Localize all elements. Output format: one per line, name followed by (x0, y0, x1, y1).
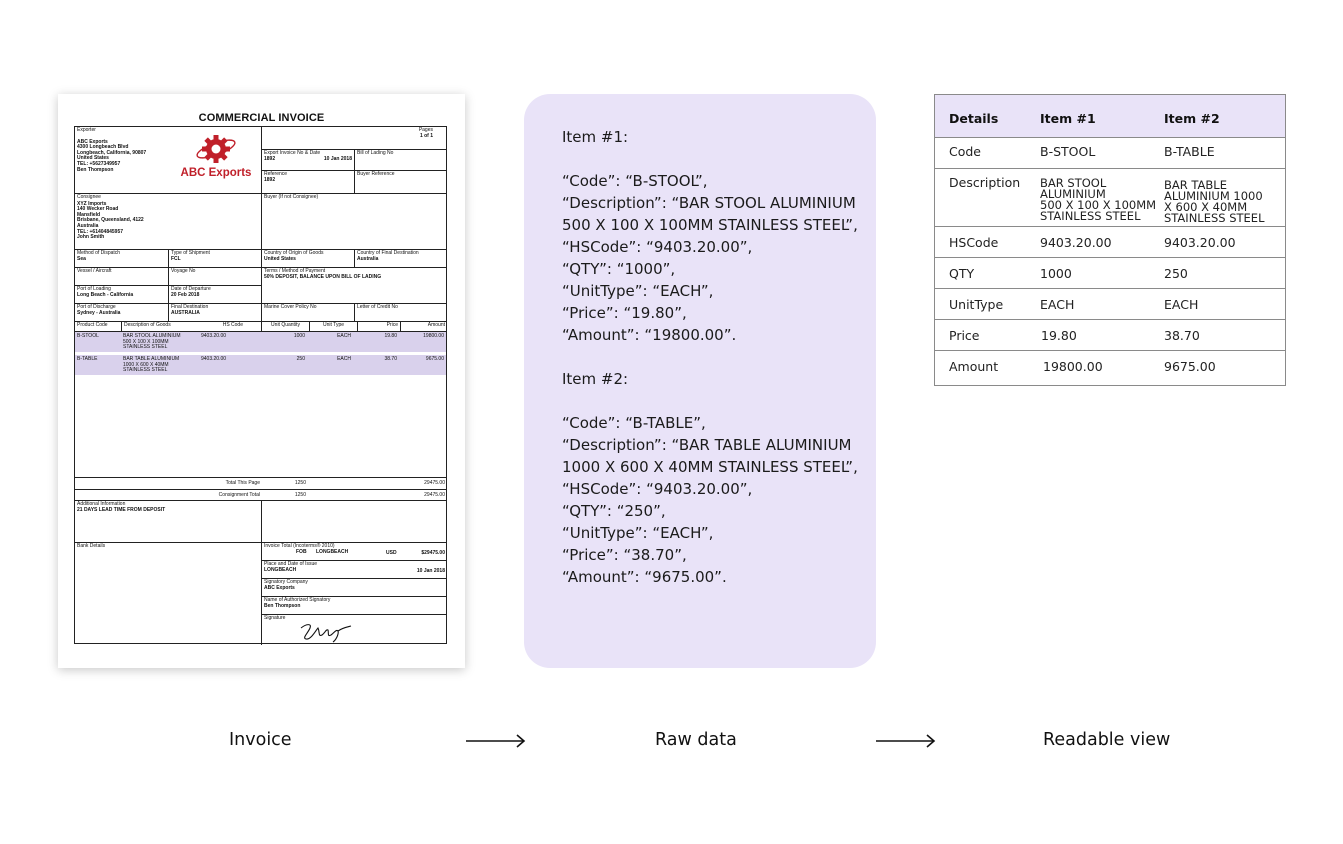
header-item-2: Item #2 (1164, 111, 1220, 126)
caption-invoice: Invoice (229, 730, 292, 750)
col-unit-quantity-label: Unit Quantity (271, 322, 300, 328)
table-row (935, 350, 1285, 385)
col-product-code (75, 321, 121, 331)
invoice-document (58, 94, 465, 668)
item-quantity: 250 (296, 356, 305, 362)
origin-label: Country of Origin of Goods (264, 250, 324, 256)
marine-label: Marine Cover Policy No (264, 304, 317, 310)
total-page-amount: 29475.00 (424, 480, 445, 486)
terms-label: Terms / Method of Payment (264, 268, 326, 274)
row-item-2: 9403.20.00 (1164, 235, 1236, 250)
additional-info-cell (75, 500, 261, 542)
bank-details-label: Bank Details (77, 543, 106, 549)
pages-cell (261, 127, 447, 149)
signatory-name-label: Name of Authorized Signatory (264, 597, 331, 603)
reference-label: Reference (264, 171, 288, 177)
col-amount-label: Amount (427, 322, 445, 328)
total-page-qty: 1250 (294, 480, 306, 486)
caption-raw-data: Raw data (655, 730, 737, 750)
export-invoice-date: 10 Jan 2018 (323, 156, 352, 162)
col-price (357, 321, 400, 331)
vessel-label: Vessel / Aircraft (77, 268, 112, 274)
bill-of-lading-cell (354, 149, 447, 170)
table-row (935, 137, 1285, 169)
row-item-2: 38.70 (1164, 328, 1200, 343)
item-description: BAR TABLE ALUMINIUM 1000 X 600 X 40MM STAINLESS STEEL (123, 356, 180, 374)
departure-cell (168, 285, 261, 303)
bill-of-lading-label: Bill of Lading No (357, 150, 394, 156)
issue-date: 10 Jan 2018 (416, 568, 445, 574)
row-item-1: B-STOOL (1040, 144, 1096, 159)
signatory-company-cell (261, 578, 447, 596)
col-price-label: Price (386, 322, 398, 328)
signature-cell (261, 614, 447, 645)
invoice-total-label: Invoice Total (Incoterms® 2010) (264, 543, 335, 549)
row-item-1: 1000 (1040, 266, 1072, 281)
shipment-type-label: Type of Shipment (171, 250, 210, 256)
arrow-right-icon (466, 733, 528, 749)
item-unit-type: EACH (337, 333, 351, 339)
header-item-1: Item #1 (1040, 111, 1096, 126)
row-item-1: 19800.00 (1043, 359, 1103, 374)
row-item-2: EACH (1164, 297, 1199, 312)
consignment-label: Consignment Total (218, 492, 260, 498)
signatory-name-value: Ben Thompson (264, 602, 301, 609)
col-description (121, 321, 201, 331)
table-row (935, 257, 1285, 289)
invoice-total-value: $29475.00 (421, 550, 445, 556)
final-destination-cell (168, 303, 261, 321)
dispatch-label: Method of Dispatch (77, 250, 121, 256)
shipment-type-cell (168, 249, 261, 267)
voyage-cell (168, 267, 261, 285)
row-item-1: 9403.20.00 (1040, 235, 1112, 250)
row-item-1: BAR STOOL ALUMINIUM 500 X 100 X 100MM STAINLESS STEEL (1040, 176, 1157, 223)
item-hs-code: 9403.20.00 (201, 356, 227, 362)
table-row (935, 226, 1285, 258)
table-row (935, 319, 1285, 351)
item-code: B-STOOL (77, 333, 99, 339)
row-item-2: 9675.00 (1164, 359, 1216, 374)
pages-value: 1 of 1 (419, 133, 433, 139)
col-hs-code-label: HS Code (222, 322, 243, 328)
issue-cell (261, 560, 447, 578)
consignee-cell (75, 193, 261, 249)
dispatch-cell (75, 249, 168, 267)
row-item-1: EACH (1040, 297, 1075, 312)
item-amount: 9675.00 (425, 356, 444, 362)
row-item-2: 250 (1164, 266, 1188, 281)
bank-details-cell (75, 542, 261, 645)
exporter-label: Exporter (77, 127, 96, 133)
loading-label: Port of Loading (77, 286, 111, 292)
row-label: QTY (949, 266, 975, 281)
col-product-code-label: Product Code (77, 322, 108, 328)
issue-place: LONGBEACH (264, 566, 297, 573)
invoice-total-cell (261, 542, 447, 560)
shipment-type-value: FCL (171, 255, 181, 262)
buyer-label: Buyer (If not Consignee) (264, 194, 319, 200)
raw-data-text: Item #1: “Code”: “B-STOOL”, “Description”: “BAR STOOL ALUMINIUM 500 X 100 X 100MM STAINLESS STEEL”, “HSCode”: “9403.20.00”, “QTY”: “1000”, “UnitType”: “EACH”, “Price”: “19.80”, “Amount”: “19800.00”. Item #2: “Code”: “B-TABLE”, “Description”: “BAR TABLE ALUMINIUM 1000 X 600 X 40MM STAINLESS STEEL”, “HSCode”: “9403.20.00”, “QTY”: “250”, “UnitType”: “EACH”, “Price”: “38.70”, “Amount”: “9675.00”. (562, 128, 858, 586)
destination-country-cell (354, 249, 447, 267)
voyage-label: Voyage No (171, 268, 196, 274)
credit-label: Letter of Credit No (357, 304, 398, 310)
logo-text: ABC Exports (180, 167, 252, 179)
export-invoice-cell (261, 149, 354, 170)
table-row (935, 288, 1285, 320)
terms-cell (261, 267, 447, 303)
origin-value: United States (264, 255, 296, 262)
item-hs-code: 9403.20.00 (201, 333, 227, 339)
col-unit-type (309, 321, 357, 331)
gear-icon (172, 133, 260, 167)
col-description-label: Description of Goods (124, 322, 171, 328)
pages-label: Pages (418, 127, 433, 133)
discharge-label: Port of Discharge (77, 304, 116, 310)
discharge-cell (75, 303, 168, 321)
departure-label: Date of Departure (171, 286, 211, 292)
item-price: 38.70 (384, 356, 397, 362)
exporter-value: ABC Exports 4300 Longbeach Blvd Longbeach, California, 90807 United States TEL: +5627349957 Ben Thompson (77, 138, 147, 173)
raw-data-panel (524, 94, 876, 668)
signatory-company-label: Signatory Company (264, 579, 308, 585)
table-row (75, 355, 446, 375)
export-invoice-label: Export Invoice No & Date (264, 150, 321, 156)
row-label: UnitType (949, 297, 1004, 312)
col-unit-type-label: Unit Type (322, 322, 345, 328)
marine-cell (261, 303, 354, 321)
arrow-right-icon (876, 733, 938, 749)
row-label: Price (949, 328, 980, 343)
departure-value: 20 Feb 2018 (171, 291, 200, 298)
readable-table (934, 94, 1286, 386)
row-item-2: BAR TABLE ALUMINIUM 1000 X 600 X 40MM STAINLESS STEEL (1164, 178, 1265, 225)
col-hs-code (201, 321, 261, 331)
vessel-cell (75, 267, 168, 285)
total-page-row (75, 477, 447, 489)
terms-value: 50% DEPOSIT, BALANCE UPON BILL OF LADING (264, 273, 382, 280)
signatory-name-cell (261, 596, 447, 614)
consignment-row (75, 489, 447, 500)
additional-blank-cell (261, 500, 447, 542)
table-row (935, 168, 1285, 227)
total-page-label: Total This Page (225, 480, 260, 486)
incoterm-place: LONGBEACH (316, 549, 349, 555)
caption-readable-view: Readable view (1043, 730, 1171, 750)
item-unit-type: EACH (337, 356, 351, 362)
signature-label: Signature (264, 615, 286, 621)
buyer-reference-label: Buyer Reference (357, 171, 395, 177)
consignee-value: XYZ Imports 140 Wecker Road Mansfield Brisbane, Queensland, 4122 Australia TEL: +61404845957 John Smith (77, 200, 144, 241)
row-item-2: B-TABLE (1164, 144, 1215, 159)
issue-label: Place and Date of Issue (264, 561, 318, 567)
item-code: B-TABLE (77, 356, 98, 362)
additional-info-label: Additional Information (77, 501, 126, 507)
additional-info-value: 21 DAYS LEAD TIME FROM DEPOSIT (77, 506, 166, 513)
row-label: Description (949, 175, 1021, 190)
signatory-company-value: ABC Exports (264, 584, 295, 591)
readable-table-header (935, 95, 1285, 138)
row-label: HSCode (949, 235, 999, 250)
incoterm: FOB (296, 549, 307, 555)
export-invoice-no: 1892 (264, 155, 276, 162)
row-label: Code (949, 144, 982, 159)
col-unit-quantity (261, 321, 309, 331)
buyer-reference-cell (354, 170, 447, 193)
final-destination-label: Final Destination (171, 304, 209, 310)
origin-cell (261, 249, 354, 267)
dispatch-value: Sea (77, 255, 86, 262)
buyer-cell (261, 193, 447, 249)
reference-cell (261, 170, 354, 193)
destination-country-label: Country of Final Destination (357, 250, 419, 256)
consignment-amount: 29475.00 (424, 492, 445, 498)
loading-value: Long Beach - California (77, 291, 134, 298)
col-amount (400, 321, 447, 331)
item-quantity: 1000 (293, 333, 305, 339)
discharge-value: Sydney - Australia (77, 309, 121, 316)
header-details: Details (949, 111, 999, 126)
row-label: Amount (949, 359, 999, 374)
item-amount: 19800.00 (423, 333, 444, 339)
table-row (75, 331, 446, 352)
loading-cell (75, 285, 168, 303)
row-item-1: 19.80 (1041, 328, 1077, 343)
final-destination-value: AUSTRALIA (171, 309, 200, 316)
item-description: BAR STOOL ALUMINIUM 500 X 100 X 100MM STAINLESS STEEL (123, 333, 181, 351)
company-logo (172, 133, 260, 183)
consignment-qty: 1250 (294, 492, 306, 498)
invoice-frame (74, 126, 447, 644)
invoice-title: COMMERCIAL INVOICE (198, 112, 325, 124)
signature-image (298, 620, 354, 644)
item-price: 19.80 (384, 333, 397, 339)
reference-value: 1892 (264, 176, 276, 183)
consignee-label: Consignee (77, 194, 101, 200)
destination-country-value: Australia (357, 255, 379, 262)
currency: USD (386, 550, 397, 556)
credit-cell (354, 303, 447, 321)
